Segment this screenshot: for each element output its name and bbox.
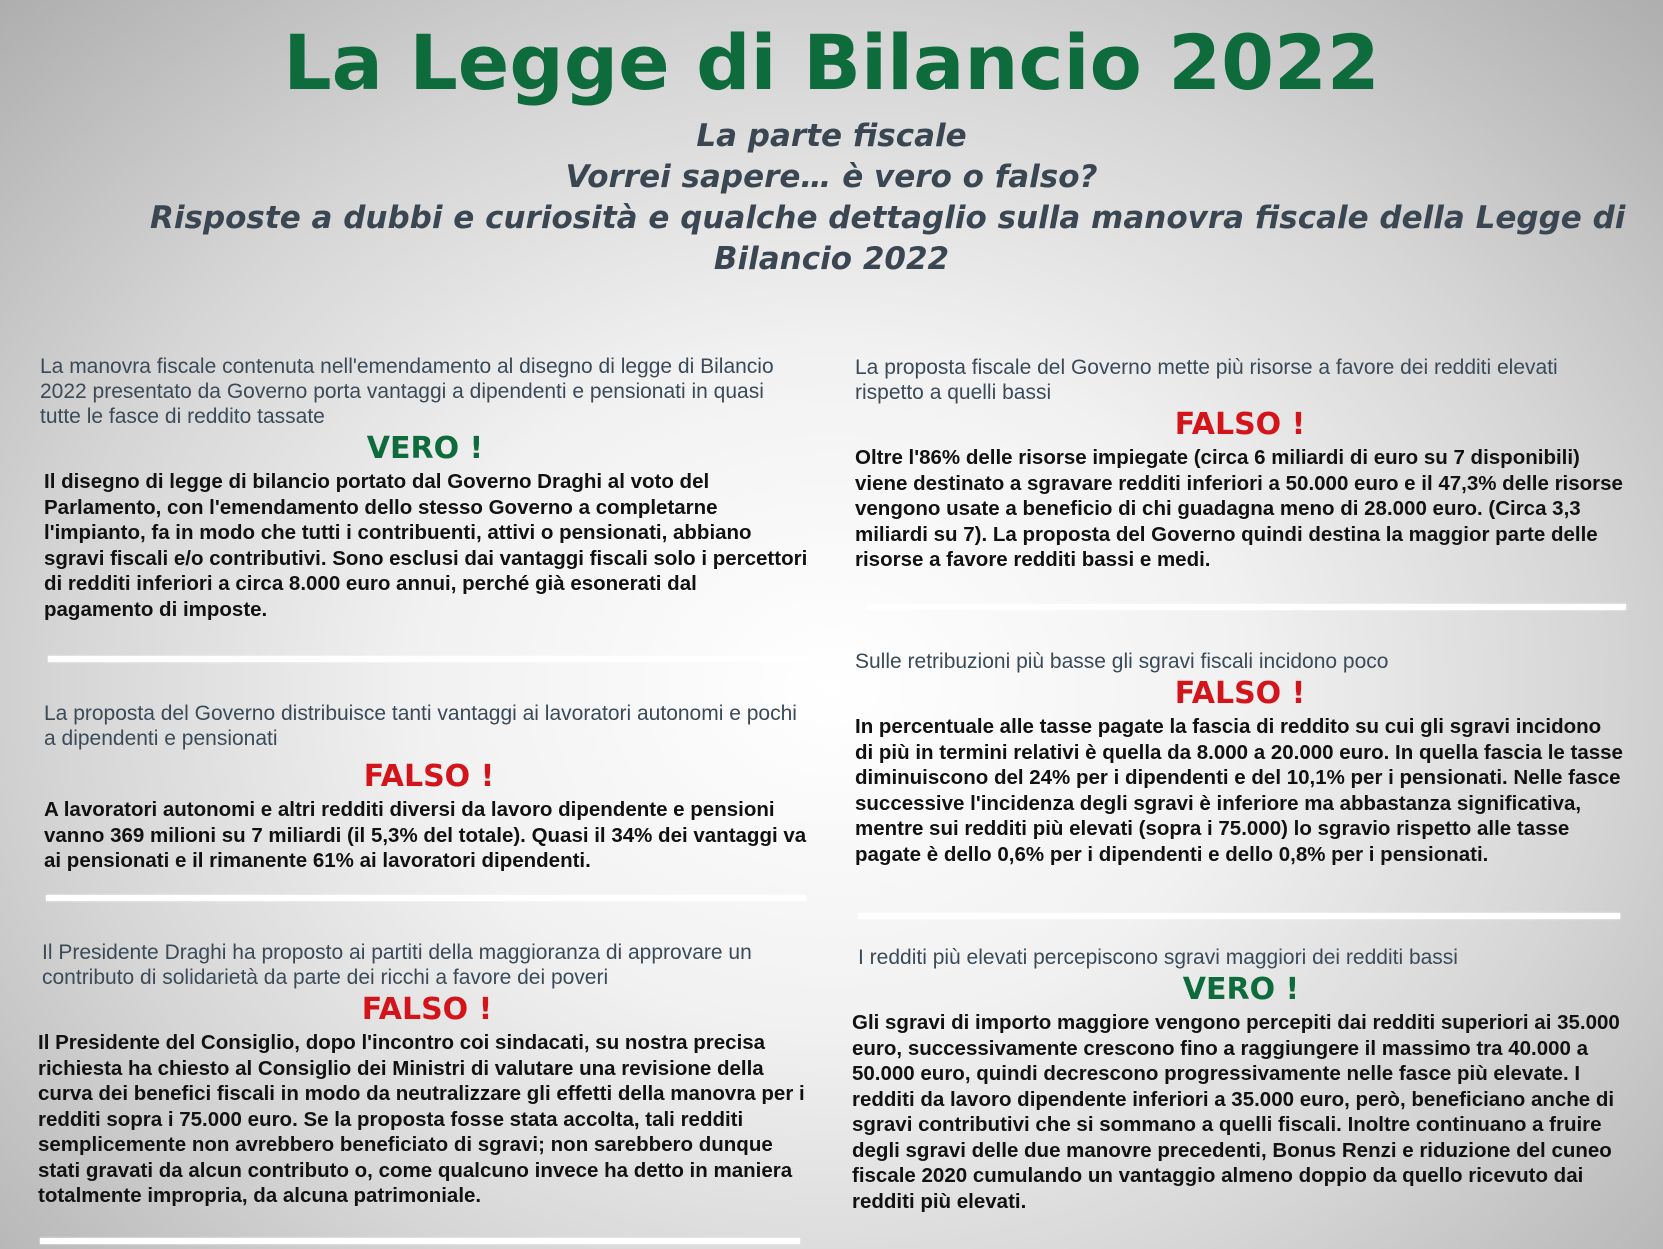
page-title: La Legge di Bilancio 2022: [283, 18, 1380, 107]
faq-item: [44, 701, 814, 874]
verdict-badge: FALSO !: [363, 759, 495, 794]
faq-answer: Oltre l'86% delle risorse impiegate (circa 6 miliardi di euro su 7 disponibili) viene destinato a sgravare redditi inferiori a 50.000 euro e il 47,3% delle risorse vengono usate a beneficio di chi guadagna meno di 28.000 euro. (Circa 3,3 miliardi su 7). La proposta del Governo quindi destina la maggior parte delle risorse a favore redditi bassi e medi.: [855, 446, 1623, 571]
verdict-badge: VERO !: [366, 431, 484, 466]
faq-item: [40, 354, 810, 622]
subtitle-line: Vorrei sapere… è vero o falso?: [565, 159, 1098, 195]
divider: [858, 913, 1620, 919]
faq-answer: Gli sgravi di importo maggiore vengono percepiti dai redditi superiori ai 35.000 euro, successivamente crescono fino a raggiungere il massimo tra 40.000 a 50.000 euro, quindi decrescono progressivamente nelle fasce più elevate. I redditi da lavoro dipendente inferiori a 35.000 euro, però, beneficiano anche di sgravi contributivi che si sommano a quelli fiscali. Inoltre continuano a fruire degli sgravi delle due manovre precedenti, Bonus Renzi e riduzione del cuneo fiscale 2020 cumulando un vantaggio almeno doppio da quello ricevuto dai redditi più elevati.: [852, 1011, 1620, 1213]
faq-answer: A lavoratori autonomi e altri redditi diversi da lavoro dipendente e pensioni vanno 369 milioni su 7 miliardi (il 5,3% del totale). Quasi il 34% dei vantaggi va ai pensionati e il rimanente 61% ai lavoratori dipendenti.: [44, 798, 807, 872]
faq-item: [855, 649, 1625, 867]
divider: [40, 1238, 800, 1244]
faq-item: [38, 940, 812, 1209]
faq-answer: Il Presidente del Consiglio, dopo l'incontro coi sindacati, su nostra precisa richiesta ha chiesto al Consiglio dei Ministri di valutare una revisione della curva dei benefici fiscali in modo da neutralizzare gli effetti della manovra per i redditi sopra i 75.000 euro. Se la proposta fosse stata accolta, tali redditi semplicemente non avrebbero beneficiato di sgravi; non sarebbero dunque stati gravati da alcun contributo o, come qualcuno invece ha detto in maniera totalmente impropria, da alcuna patrimoniale.: [38, 1031, 805, 1207]
faq-question: I redditi più elevati percepiscono sgravi maggiori dei redditi bassi: [858, 946, 1458, 969]
subtitle-line: La parte fiscale: [696, 118, 967, 154]
faq-question: Il Presidente Draghi ha proposto ai partiti della maggioranza di approvare un contributo di solidarietà da parte dei ricchi a favore dei poveri: [42, 941, 752, 989]
faq-item: [852, 945, 1626, 1214]
verdict-badge: FALSO !: [361, 992, 493, 1027]
subtitle: [150, 116, 1626, 280]
divider: [866, 604, 1626, 610]
verdict-badge: VERO !: [1182, 972, 1300, 1007]
divider: [48, 656, 808, 662]
faq-question: La proposta del Governo distribuisce tanti vantaggi ai lavoratori autonomi e pochi a dipendenti e pensionati: [44, 702, 797, 750]
faq-answer: Il disegno di legge di bilancio portato dal Governo Draghi al voto del Parlamento, con l'emendamento dello stesso Governo a completarne l'impianto, fa in modo che tutti i contribuenti, attivi o pensionati, abbiano sgravi fiscali e/o contributivi. Sono esclusi dai vantaggi fiscali solo i percettori di redditi inferiori a circa 8.000 euro annui, perché già esonerati dal pagamento di imposte.: [44, 470, 808, 621]
faq-question: La manovra fiscale contenuta nell'emendamento al disegno di legge di Bilancio 2022 presentato da Governo porta vantaggi a dipendenti e pensionati in quasi tutte le fasce di reddito tassate: [40, 355, 774, 428]
faq-question: Sulle retribuzioni più basse gli sgravi fiscali incidono poco: [855, 650, 1389, 673]
subtitle-line: Risposte a dubbi e curiosità e qualche dettaglio sulla manovra fiscale della Legge di: [150, 200, 1626, 236]
divider: [46, 895, 806, 901]
faq-answer: In percentuale alle tasse pagate la fascia di reddito su cui gli sgravi incidono di più in termini relativi è quella da 8.000 a 20.000 euro. In quella fascia le tasse diminuiscono del 24% per i dipendenti e del 10,1% per i pensionati. Nelle fasce successive l'incidenza degli sgravi è inferiore ma abbastanza significativa, mentre sui redditi più elevati (sopra i 75.000) lo sgravio rispetto alle tasse pagate è dello 0,6% per i dipendenti e dello 0,8% per i pensionati.: [855, 715, 1623, 866]
faq-question: La proposta fiscale del Governo mette più risorse a favore dei redditi elevati rispetto a quelli bassi: [855, 356, 1558, 404]
verdict-badge: FALSO !: [1174, 676, 1306, 711]
verdict-badge: FALSO !: [1174, 407, 1306, 442]
faq-item: [855, 355, 1625, 573]
subtitle-line: Bilancio 2022: [713, 241, 950, 277]
